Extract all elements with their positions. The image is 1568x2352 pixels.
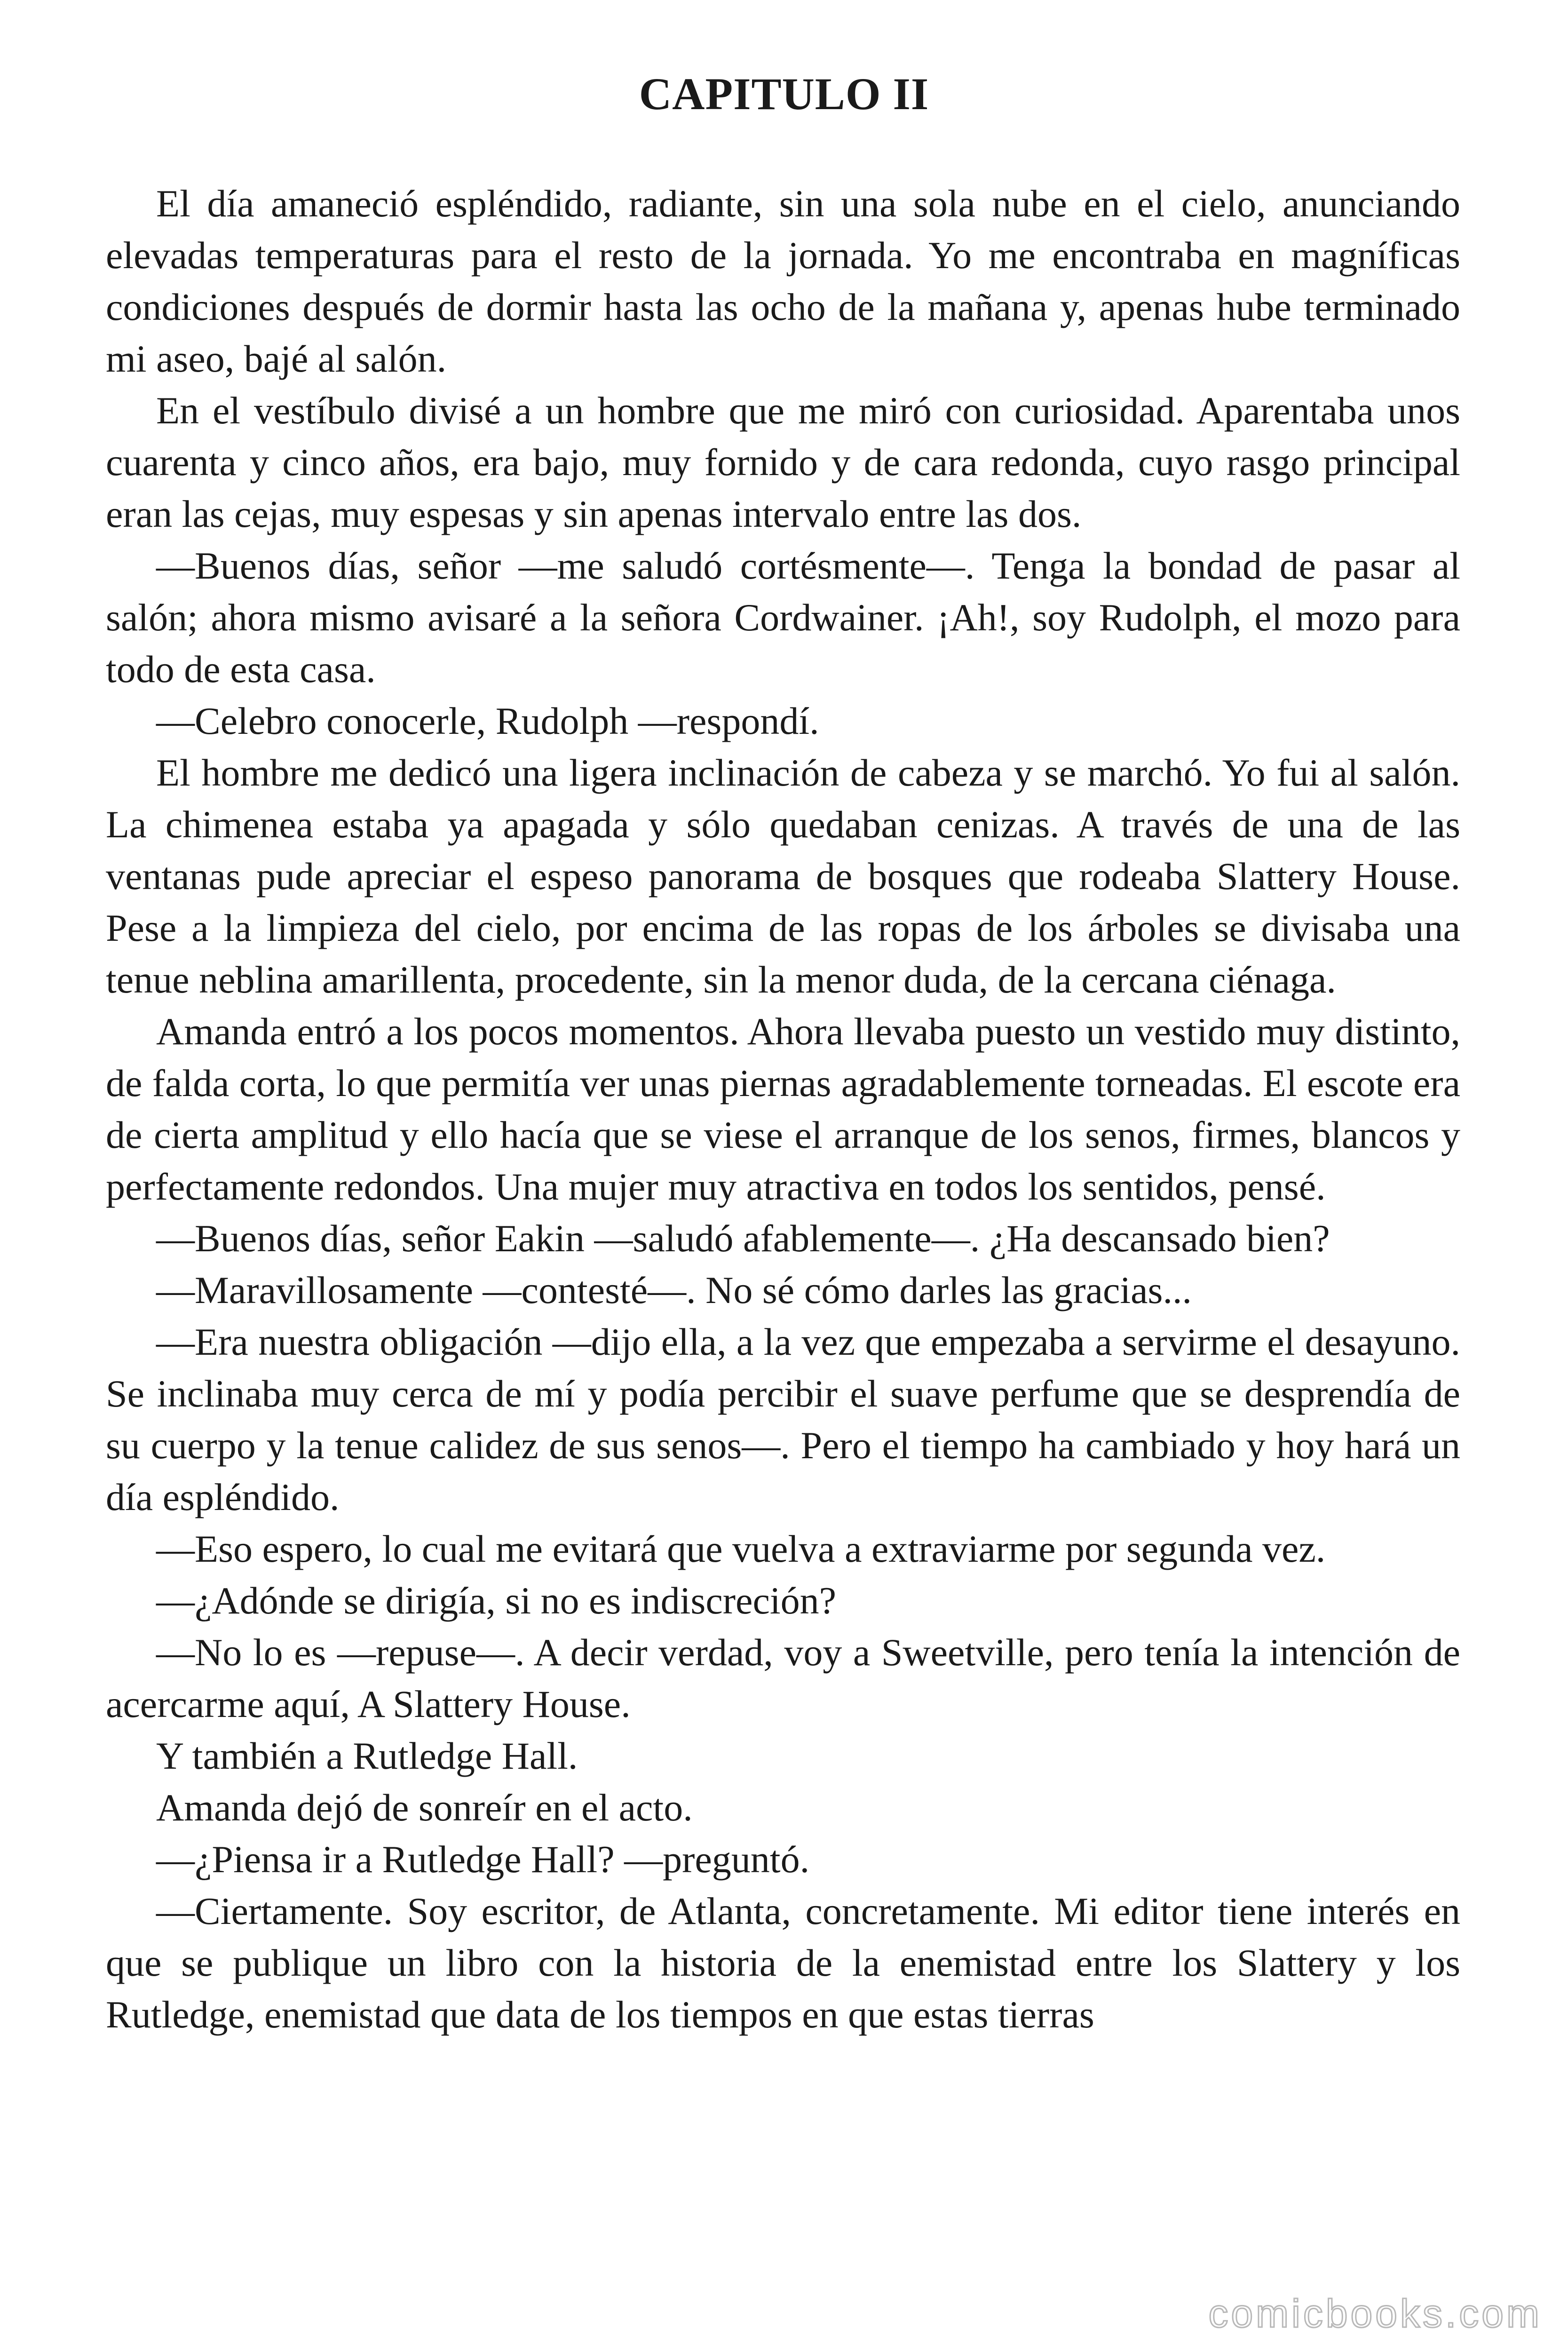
paragraph: Amanda entró a los pocos momentos. Ahora llevaba puesto un vestido muy distinto, de falda corta, lo que permitía ver unas piernas agradablemente torneadas. El escote era de cierta amplitud y ello hacía que se viese el arranque de los senos, firmes, blancos y perfectamente redondos. Una mujer muy atractiva en todos los sentidos, pensé. [106,1010,1460,1208]
dialogue-paragraph: —Ciertamente. Soy escritor, de Atlanta, concretamente. Mi editor tiene interés en que se publique un libro con la historia de la enemistad entre los Slattery y los Rutledge, enemistad que data de los tiempos en que estas tierras [106,1890,1460,2036]
paragraph: El hombre me dedicó una ligera inclinación de cabeza y se marchó. Yo fui al salón. La chimenea estaba ya apagada y sólo quedaban cenizas. A través de una de las ventanas pude apreciar el espeso panorama de bosques que rodeaba Slattery House. Pese a la limpieza del cielo, por encima de las ropas de los árboles se divisaba una tenue neblina amarillenta, procedente, sin la menor duda, de la cercana ciénaga. [106,751,1460,1001]
chapter-title: CAPITULO II [639,69,929,119]
dialogue-paragraph: —¿Piensa ir a Rutledge Hall? —preguntó. [156,1838,810,1881]
paragraph: Amanda dejó de sonreír en el acto. [156,1786,693,1829]
dialogue-paragraph: —Celebro conocerle, Rudolph —respondí. [156,699,819,742]
chapter-body [106,178,1460,2041]
dialogue-paragraph: —Buenos días, señor —me saludó cortésmente—. Tenga la bondad de pasar al salón; ahora mismo avisaré a la señora Cordwainer. ¡Ah!, soy Rudolph, el mozo para todo de esta casa. [106,544,1460,691]
paragraph: En el vestíbulo divisé a un hombre que me miró con curiosidad. Aparentaba unos cuarenta y cinco años, era bajo, muy fornido y de cara redonda, cuyo rasgo principal eran las cejas, muy espesas y sin apenas intervalo entre las dos. [106,389,1460,535]
dialogue-paragraph: —¿Adónde se dirigía, si no es indiscreción? [156,1579,837,1622]
dialogue-paragraph: —Eso espero, lo cual me evitará que vuelva a extraviarme por segunda vez. [156,1527,1326,1570]
dialogue-paragraph: —No lo es —repuse—. A decir verdad, voy a Sweetville, pero tenía la intención de acercarme aquí, A Slattery House. [106,1631,1460,1725]
paragraph: El día amaneció espléndido, radiante, sin una sola nube en el cielo, anunciando elevadas temperaturas para el resto de la jornada. Yo me encontraba en magníficas condiciones después de dormir hasta las ocho de la mañana y, apenas hube terminado mi aseo, bajé al salón. [106,182,1460,380]
dialogue-paragraph: —Buenos días, señor Eakin —saludó afablemente—. ¿Ha descansado bien? [156,1217,1330,1260]
watermark-logo: comicbooks.com [1208,2291,1542,2336]
dialogue-paragraph: —Maravillosamente —contesté—. No sé cómo darles las gracias... [156,1269,1192,1311]
dialogue-paragraph: —Era nuestra obligación —dijo ella, a la vez que empezaba a servirme el desayuno. Se inclinaba muy cerca de mí y podía percibir el suave perfume que se desprendía de su cuerpo y la tenue calidez de sus senos—. Pero el tiempo ha cambiado y hoy hará un día espléndido. [106,1320,1460,1518]
paragraph: Y también a Rutledge Hall. [156,1734,578,1777]
